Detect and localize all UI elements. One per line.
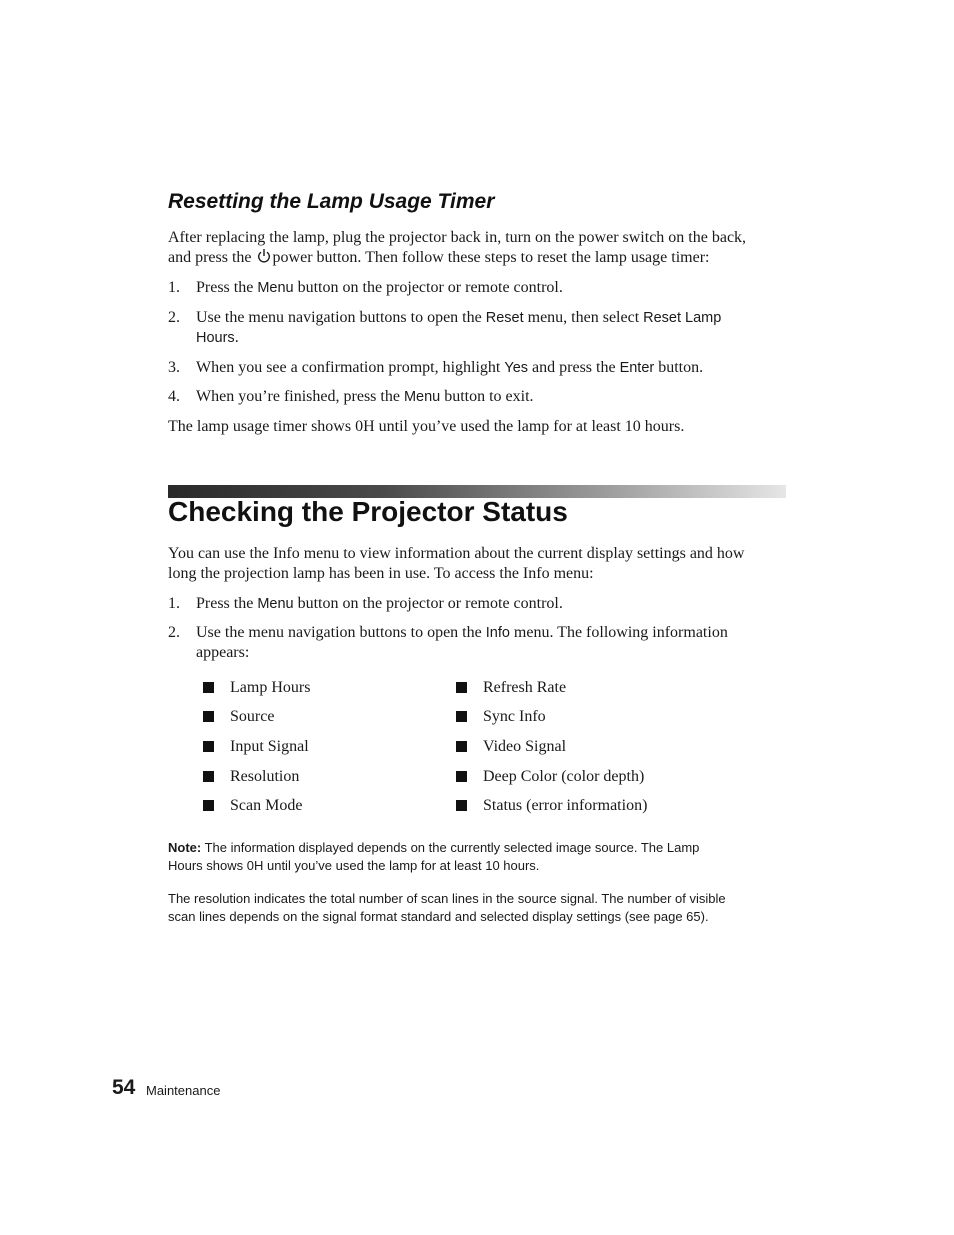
bullet-square-icon bbox=[203, 682, 214, 693]
status-step-2: 2. Use the menu navigation buttons to open the Info menu. The following information appears: bbox=[168, 624, 728, 661]
lamp-timer-intro bbox=[168, 228, 788, 268]
power-icon bbox=[257, 248, 271, 264]
bullet-square-icon bbox=[456, 771, 467, 782]
lamp-timer-step-2: 2. Use the menu navigation buttons to open the Reset menu, then select Reset Lamp Hours. bbox=[168, 309, 722, 346]
resolution-note: The resolution indicates the total number of scan lines in the source signal. The number of visible scan lines depends on the signal format standard and selected display settings (see page 65). bbox=[168, 891, 726, 924]
bullet-square-icon bbox=[456, 682, 467, 693]
page-number: 54 bbox=[112, 1076, 136, 1099]
bullet-square-icon bbox=[203, 800, 214, 811]
footer-section-title: Maintenance bbox=[146, 1083, 221, 1098]
bullet-square-icon bbox=[456, 711, 467, 722]
bullet-square-icon bbox=[203, 771, 214, 782]
lamp-timer-intro-line1: After replacing the lamp, plug the projector back in, turn on the power switch on the back, bbox=[168, 229, 747, 246]
reset-lamp-hours-label: Reset Lamp bbox=[643, 310, 722, 326]
reset-menu-label: Reset bbox=[485, 310, 524, 326]
menu-button-label: Menu bbox=[257, 280, 294, 296]
enter-button-label: Enter bbox=[619, 360, 655, 376]
bullet-square-icon bbox=[203, 711, 214, 722]
yes-option-label: Yes bbox=[504, 360, 529, 376]
lamp-timer-heading: Resetting the Lamp Usage Timer bbox=[168, 190, 495, 213]
status-heading: Checking the Projector Status bbox=[168, 496, 568, 527]
menu-button-label: Menu bbox=[403, 389, 441, 405]
info-menu-label: Info bbox=[485, 625, 510, 641]
lamp-timer-intro-line2: and press the power button. Then follow these steps to reset the lamp usage timer: bbox=[168, 249, 710, 266]
bullet-square-icon bbox=[456, 800, 467, 811]
bullet-square-icon bbox=[456, 741, 467, 752]
bullet-square-icon bbox=[203, 741, 214, 752]
note-label: Note: bbox=[168, 840, 202, 855]
status-intro: You can use the Info menu to view information about the current display settings and how long the projection lamp has been in use. To access the Info menu: bbox=[168, 545, 745, 582]
lamp-timer-outro: The lamp usage timer shows 0H until you’ve used the lamp for at least 10 hours. bbox=[168, 418, 685, 435]
menu-button-label: Menu bbox=[257, 596, 294, 612]
note-block: Note: The information displayed depends on the currently selected image source. The Lamp Hours shows 0H until you’ve used the lamp for at least 10 hours. bbox=[168, 840, 700, 873]
